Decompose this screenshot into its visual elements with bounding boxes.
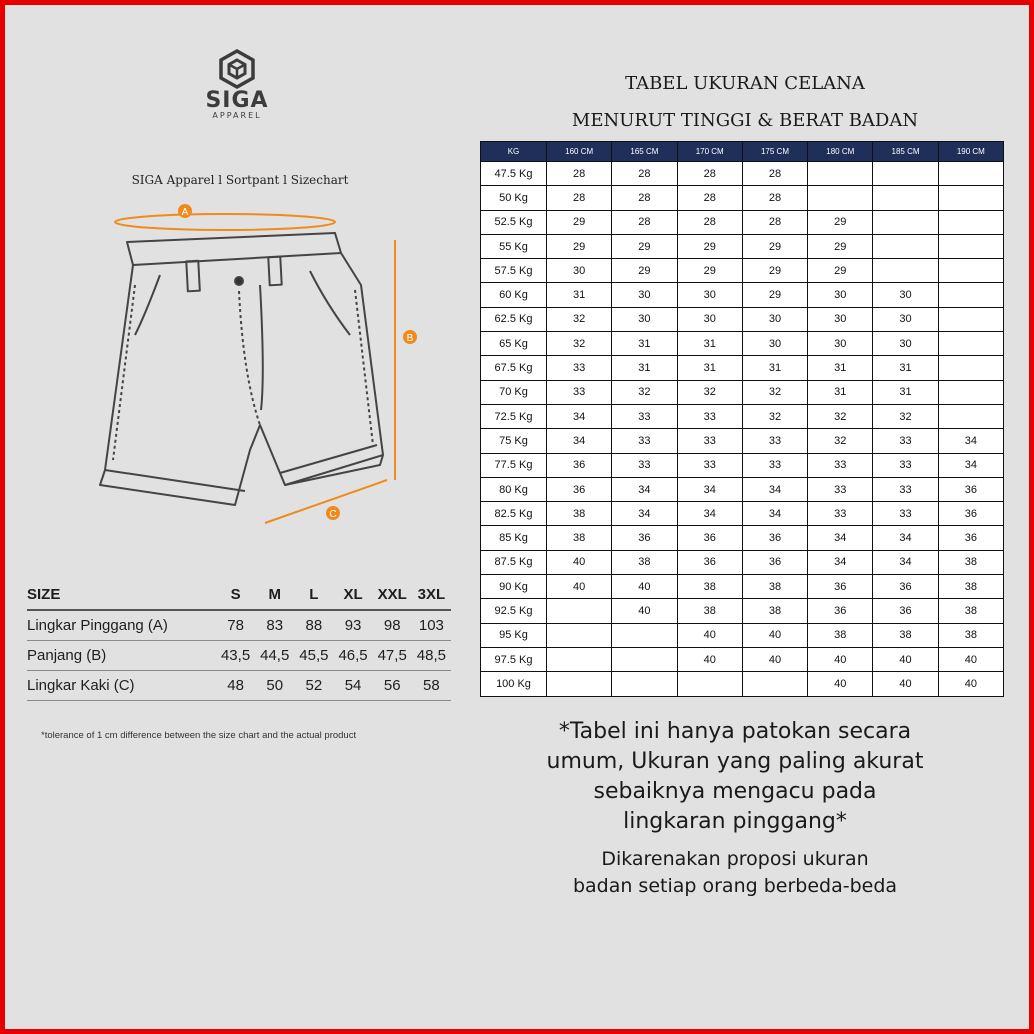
hexagon-cube-logo-icon xyxy=(217,49,257,89)
weight-column-header: KG xyxy=(481,142,547,162)
size-cell: 30 xyxy=(873,283,938,307)
hw-table-row xyxy=(481,453,1004,477)
size-cell: 33 xyxy=(677,453,742,477)
size-cell: 29 xyxy=(808,234,873,258)
measurement-label: Lingkar Pinggang (A) xyxy=(27,610,216,640)
hw-table-row xyxy=(481,502,1004,526)
brand-name: SIGA xyxy=(205,88,269,113)
size-cell: 34 xyxy=(612,477,677,501)
size-cell: 31 xyxy=(612,332,677,356)
size-cell: 34 xyxy=(547,429,612,453)
size-table-row xyxy=(27,610,451,640)
size-cell: 40 xyxy=(612,599,677,623)
measurement-value: 45,5 xyxy=(294,640,333,670)
size-cell: 40 xyxy=(808,647,873,671)
size-cell: 32 xyxy=(547,332,612,356)
size-cell xyxy=(938,404,1003,428)
size-cell xyxy=(938,210,1003,234)
height-column-header: 165 CM xyxy=(612,142,677,162)
size-cell: 38 xyxy=(547,526,612,550)
size-cell: 34 xyxy=(938,453,1003,477)
weight-cell: 80 Kg xyxy=(481,477,547,501)
size-cell: 28 xyxy=(612,186,677,210)
size-cell: 38 xyxy=(742,599,807,623)
size-cell: 30 xyxy=(677,283,742,307)
size-cell: 38 xyxy=(873,623,938,647)
weight-cell: 60 Kg xyxy=(481,283,547,307)
hw-table-row xyxy=(481,283,1004,307)
size-cell xyxy=(547,672,612,696)
size-cell: 29 xyxy=(742,259,807,283)
brand-subtitle: APPAREL xyxy=(212,111,262,120)
hw-table-row xyxy=(481,550,1004,574)
size-cell: 29 xyxy=(808,210,873,234)
size-cell xyxy=(742,672,807,696)
size-cell: 40 xyxy=(742,623,807,647)
hw-table-row xyxy=(481,356,1004,380)
size-cell: 33 xyxy=(808,502,873,526)
weight-cell: 97.5 Kg xyxy=(481,647,547,671)
size-cell: 36 xyxy=(808,599,873,623)
hw-table-row xyxy=(481,672,1004,696)
hw-table-row xyxy=(481,404,1004,428)
size-cell: 32 xyxy=(808,404,873,428)
size-cell xyxy=(938,186,1003,210)
size-cell: 36 xyxy=(612,526,677,550)
tolerance-note: *tolerance of 1 cm difference between the size chart and the actual product xyxy=(41,730,357,741)
size-cell: 32 xyxy=(547,307,612,331)
size-cell: 30 xyxy=(742,332,807,356)
measurement-value: 83 xyxy=(255,610,294,640)
weight-cell: 67.5 Kg xyxy=(481,356,547,380)
size-cell: 38 xyxy=(742,575,807,599)
weight-cell: 90 Kg xyxy=(481,575,547,599)
measurement-value: 78 xyxy=(216,610,255,640)
size-cell: 33 xyxy=(808,477,873,501)
measurement-value: 93 xyxy=(333,610,372,640)
measurement-value: 43,5 xyxy=(216,640,255,670)
size-cell xyxy=(808,186,873,210)
hw-table-row xyxy=(481,477,1004,501)
header-xxl: XXL xyxy=(377,586,407,603)
note-line: sebaiknya mengacu pada xyxy=(593,779,877,804)
measurement-value: 103 xyxy=(412,610,451,640)
measurement-value: 44,5 xyxy=(255,640,294,670)
size-cell: 31 xyxy=(742,356,807,380)
size-cell: 36 xyxy=(742,550,807,574)
weight-cell: 85 Kg xyxy=(481,526,547,550)
product-caption: SIGA Apparel l Sortpant l Sizechart xyxy=(131,173,349,187)
hw-table-header xyxy=(481,142,1004,162)
size-cell xyxy=(873,259,938,283)
size-cell: 38 xyxy=(808,623,873,647)
size-cell: 40 xyxy=(547,575,612,599)
measurement-value: 54 xyxy=(333,670,372,700)
size-cell xyxy=(938,259,1003,283)
size-cell: 30 xyxy=(612,283,677,307)
hw-table-row xyxy=(481,186,1004,210)
size-cell: 30 xyxy=(808,307,873,331)
size-cell: 40 xyxy=(938,672,1003,696)
size-cell: 38 xyxy=(612,550,677,574)
hw-table-row xyxy=(481,307,1004,331)
size-cell: 29 xyxy=(547,234,612,258)
size-measurement-table xyxy=(27,580,451,701)
weight-cell: 57.5 Kg xyxy=(481,259,547,283)
measurement-value: 48 xyxy=(216,670,255,700)
size-cell: 33 xyxy=(612,429,677,453)
size-cell: 33 xyxy=(873,453,938,477)
size-chart-card xyxy=(5,5,1029,1029)
size-cell: 32 xyxy=(742,404,807,428)
weight-cell: 77.5 Kg xyxy=(481,453,547,477)
size-cell: 28 xyxy=(742,210,807,234)
size-cell: 28 xyxy=(742,162,807,186)
size-cell: 33 xyxy=(808,453,873,477)
header-size: SIZE xyxy=(27,586,61,603)
weight-cell: 72.5 Kg xyxy=(481,404,547,428)
marker-c xyxy=(326,506,340,520)
hw-table-row xyxy=(481,332,1004,356)
size-cell: 40 xyxy=(873,672,938,696)
header-xl: XL xyxy=(343,586,363,603)
marker-a xyxy=(178,204,192,218)
size-cell: 38 xyxy=(938,575,1003,599)
size-cell: 40 xyxy=(677,623,742,647)
height-column-header: 170 CM xyxy=(677,142,742,162)
size-cell: 33 xyxy=(873,429,938,453)
size-table-header xyxy=(27,580,451,610)
size-cell: 29 xyxy=(612,259,677,283)
size-cell: 34 xyxy=(808,526,873,550)
size-cell: 29 xyxy=(808,259,873,283)
measurement-value: 48,5 xyxy=(412,640,451,670)
title-line-1: TABEL UKURAN CELANA xyxy=(625,73,865,94)
size-cell: 40 xyxy=(938,647,1003,671)
size-cell: 33 xyxy=(742,429,807,453)
weight-cell: 55 Kg xyxy=(481,234,547,258)
size-cell: 28 xyxy=(547,162,612,186)
size-cell xyxy=(677,672,742,696)
size-cell: 34 xyxy=(742,477,807,501)
hw-table-row xyxy=(481,429,1004,453)
size-cell: 36 xyxy=(808,575,873,599)
size-cell: 34 xyxy=(677,502,742,526)
size-cell: 32 xyxy=(677,380,742,404)
size-cell: 33 xyxy=(612,404,677,428)
weight-cell: 100 Kg xyxy=(481,672,547,696)
size-cell: 36 xyxy=(547,477,612,501)
size-cell xyxy=(612,623,677,647)
hw-table-row xyxy=(481,599,1004,623)
measurement-value: 52 xyxy=(294,670,333,700)
marker-a-label: A xyxy=(181,207,189,218)
size-cell xyxy=(547,647,612,671)
marker-b xyxy=(403,330,417,344)
size-cell xyxy=(873,186,938,210)
measurement-value: 88 xyxy=(294,610,333,640)
size-cell: 34 xyxy=(938,429,1003,453)
hw-table-row xyxy=(481,210,1004,234)
size-cell: 34 xyxy=(547,404,612,428)
size-table-row xyxy=(27,640,451,670)
weight-cell: 47.5 Kg xyxy=(481,162,547,186)
size-cell xyxy=(873,210,938,234)
size-cell: 31 xyxy=(873,380,938,404)
size-cell: 40 xyxy=(612,575,677,599)
size-cell: 38 xyxy=(547,502,612,526)
hw-table-row xyxy=(481,575,1004,599)
shorts-illustration xyxy=(65,195,445,530)
size-cell: 36 xyxy=(742,526,807,550)
size-cell xyxy=(938,332,1003,356)
size-cell: 40 xyxy=(677,647,742,671)
size-cell: 31 xyxy=(808,380,873,404)
size-table-row xyxy=(27,670,451,700)
size-cell: 28 xyxy=(677,210,742,234)
note-line: *Tabel ini hanya patokan secara xyxy=(558,719,912,744)
size-cell: 40 xyxy=(808,672,873,696)
size-cell: 28 xyxy=(677,162,742,186)
size-cell xyxy=(873,162,938,186)
size-cell: 33 xyxy=(677,429,742,453)
weight-cell: 65 Kg xyxy=(481,332,547,356)
weight-cell: 75 Kg xyxy=(481,429,547,453)
size-cell: 29 xyxy=(742,283,807,307)
size-cell: 36 xyxy=(677,526,742,550)
size-cell: 30 xyxy=(547,259,612,283)
size-cell: 40 xyxy=(873,647,938,671)
size-cell: 33 xyxy=(742,453,807,477)
weight-cell: 87.5 Kg xyxy=(481,550,547,574)
size-cell: 29 xyxy=(677,234,742,258)
size-cell: 36 xyxy=(938,502,1003,526)
hw-table-row xyxy=(481,647,1004,671)
size-cell xyxy=(938,356,1003,380)
size-cell: 33 xyxy=(547,356,612,380)
size-cell: 31 xyxy=(677,332,742,356)
measurement-label: Panjang (B) xyxy=(27,640,216,670)
measurement-value: 46,5 xyxy=(333,640,372,670)
hw-table-row xyxy=(481,162,1004,186)
size-cell: 29 xyxy=(547,210,612,234)
size-cell: 36 xyxy=(873,575,938,599)
note-line: Dikarenakan proposi ukuran xyxy=(601,848,869,870)
size-cell: 34 xyxy=(873,526,938,550)
size-cell xyxy=(938,234,1003,258)
measurement-value: 50 xyxy=(255,670,294,700)
hw-table-row xyxy=(481,526,1004,550)
size-cell: 38 xyxy=(677,575,742,599)
height-column-header: 190 CM xyxy=(938,142,1003,162)
hw-table-row xyxy=(481,380,1004,404)
size-cell: 40 xyxy=(742,647,807,671)
size-cell: 28 xyxy=(547,186,612,210)
size-cell: 36 xyxy=(938,477,1003,501)
size-cell: 30 xyxy=(808,332,873,356)
note-line: umum, Ukuran yang paling akurat xyxy=(546,749,924,774)
weight-cell: 82.5 Kg xyxy=(481,502,547,526)
size-cell: 32 xyxy=(808,429,873,453)
disclaimer-note xyxy=(505,717,965,837)
marker-c-label: C xyxy=(329,509,337,520)
size-cell xyxy=(612,672,677,696)
size-cell: 32 xyxy=(742,380,807,404)
size-cell: 31 xyxy=(677,356,742,380)
size-cell xyxy=(547,599,612,623)
title-line-2: MENURUT TINGGI & BERAT BADAN xyxy=(571,110,919,131)
height-column-header: 180 CM xyxy=(808,142,873,162)
size-cell: 30 xyxy=(873,307,938,331)
size-cell: 33 xyxy=(547,380,612,404)
measurement-value: 56 xyxy=(373,670,412,700)
size-cell: 34 xyxy=(612,502,677,526)
size-cell: 29 xyxy=(612,234,677,258)
size-cell: 34 xyxy=(677,477,742,501)
reason-note xyxy=(505,846,965,900)
size-cell xyxy=(938,380,1003,404)
note-line: lingkaran pinggang* xyxy=(623,809,847,834)
size-cell xyxy=(547,623,612,647)
hw-table-row xyxy=(481,623,1004,647)
weight-cell: 92.5 Kg xyxy=(481,599,547,623)
size-cell: 31 xyxy=(612,356,677,380)
size-cell: 40 xyxy=(547,550,612,574)
size-cell: 31 xyxy=(873,356,938,380)
size-cell xyxy=(938,162,1003,186)
size-cell: 29 xyxy=(677,259,742,283)
size-cell: 34 xyxy=(873,550,938,574)
size-cell: 28 xyxy=(612,210,677,234)
size-cell: 30 xyxy=(873,332,938,356)
size-cell xyxy=(938,283,1003,307)
size-cell: 33 xyxy=(612,453,677,477)
size-cell: 36 xyxy=(938,526,1003,550)
size-cell xyxy=(612,647,677,671)
size-cell: 30 xyxy=(612,307,677,331)
height-column-header: 185 CM xyxy=(873,142,938,162)
measurement-value: 58 xyxy=(412,670,451,700)
size-cell: 38 xyxy=(938,599,1003,623)
header-m: M xyxy=(268,586,281,603)
header-l: L xyxy=(309,586,319,603)
size-cell: 34 xyxy=(742,502,807,526)
hw-table-row xyxy=(481,259,1004,283)
header-3xl: 3XL xyxy=(417,586,446,603)
size-cell: 28 xyxy=(742,186,807,210)
size-cell: 32 xyxy=(612,380,677,404)
size-cell: 33 xyxy=(873,477,938,501)
size-cell: 38 xyxy=(938,550,1003,574)
weight-cell: 52.5 Kg xyxy=(481,210,547,234)
weight-cell: 70 Kg xyxy=(481,380,547,404)
size-cell: 30 xyxy=(677,307,742,331)
size-cell: 30 xyxy=(808,283,873,307)
measurement-label: Lingkar Kaki (C) xyxy=(27,670,216,700)
size-cell: 36 xyxy=(873,599,938,623)
brand-logo xyxy=(195,49,279,120)
size-cell: 36 xyxy=(677,550,742,574)
height-column-header: 160 CM xyxy=(547,142,612,162)
measurement-value: 98 xyxy=(373,610,412,640)
size-cell xyxy=(938,307,1003,331)
height-column-header: 175 CM xyxy=(742,142,807,162)
note-line: badan setiap orang berbeda-beda xyxy=(572,875,898,897)
header-s: S xyxy=(230,586,241,603)
weight-cell: 62.5 Kg xyxy=(481,307,547,331)
measurement-value: 47,5 xyxy=(373,640,412,670)
size-cell xyxy=(808,162,873,186)
marker-b-label: B xyxy=(406,333,414,344)
size-cell: 29 xyxy=(742,234,807,258)
size-cell: 30 xyxy=(742,307,807,331)
weight-cell: 50 Kg xyxy=(481,186,547,210)
size-cell: 38 xyxy=(938,623,1003,647)
hw-table-row xyxy=(481,234,1004,258)
size-cell: 34 xyxy=(808,550,873,574)
size-cell: 31 xyxy=(808,356,873,380)
table-title xyxy=(525,65,965,139)
size-cell: 28 xyxy=(612,162,677,186)
size-cell: 32 xyxy=(873,404,938,428)
size-cell: 28 xyxy=(677,186,742,210)
weight-cell: 95 Kg xyxy=(481,623,547,647)
size-cell: 33 xyxy=(677,404,742,428)
size-cell: 33 xyxy=(873,502,938,526)
size-cell: 36 xyxy=(547,453,612,477)
size-cell: 31 xyxy=(547,283,612,307)
height-weight-table xyxy=(480,141,1004,697)
size-cell xyxy=(873,234,938,258)
size-cell: 38 xyxy=(677,599,742,623)
